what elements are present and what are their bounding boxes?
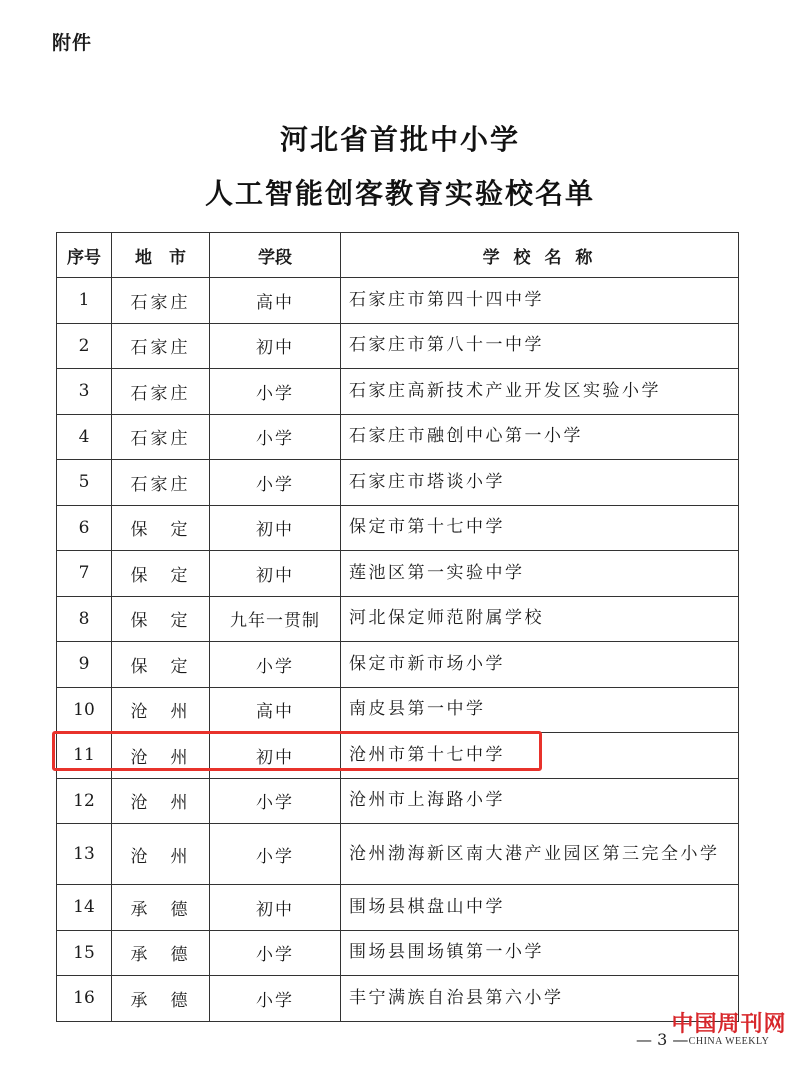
row-stage: 初中 [210, 323, 341, 369]
watermark-logo [665, 1012, 793, 1048]
row-city: 承 德 [112, 885, 210, 931]
table-row [57, 885, 739, 931]
header-no: 序号 [57, 233, 112, 278]
row-school: 河北保定师范附属学校 [341, 596, 739, 642]
row-no: 12 [57, 778, 112, 824]
row-school: 围场县棋盘山中学 [341, 885, 739, 931]
highlight-box [52, 731, 542, 771]
row-no: 7 [57, 551, 112, 597]
header-city: 地 市 [112, 233, 210, 278]
page-number: — 3 — [636, 1030, 689, 1049]
table-row [57, 642, 739, 688]
row-school: 石家庄市融创中心第一小学 [341, 414, 739, 460]
table-row [57, 460, 739, 506]
row-stage: 小学 [210, 976, 341, 1022]
table-row [57, 687, 739, 733]
school-list-table [56, 232, 739, 1022]
row-no: 3 [57, 369, 112, 415]
table-row [57, 551, 739, 597]
row-no: 2 [57, 323, 112, 369]
row-school: 围场县围场镇第一小学 [341, 930, 739, 976]
row-stage: 高中 [210, 687, 341, 733]
table-row [57, 278, 739, 324]
row-stage: 初中 [210, 551, 341, 597]
row-stage: 小学 [210, 369, 341, 415]
row-school: 石家庄市第四十四中学 [341, 278, 739, 324]
row-city: 保 定 [112, 551, 210, 597]
row-school: 沧州市上海路小学 [341, 778, 739, 824]
row-no: 1 [57, 278, 112, 324]
row-stage: 小学 [210, 460, 341, 506]
row-city: 石家庄 [112, 414, 210, 460]
row-no: 9 [57, 642, 112, 688]
row-stage: 小学 [210, 414, 341, 460]
table-row [57, 824, 739, 885]
row-city: 承 德 [112, 976, 210, 1022]
table-row [57, 596, 739, 642]
row-city: 石家庄 [112, 323, 210, 369]
row-stage: 小学 [210, 642, 341, 688]
row-city: 承 德 [112, 930, 210, 976]
document-title-line1: 河北省首批中小学 [279, 123, 520, 156]
row-city: 保 定 [112, 596, 210, 642]
row-school: 南皮县第一中学 [341, 687, 739, 733]
row-school: 石家庄市第八十一中学 [341, 323, 739, 369]
row-school: 莲池区第一实验中学 [341, 551, 739, 597]
row-school: 保定市新市场小学 [341, 642, 739, 688]
row-no: 5 [57, 460, 112, 506]
row-city: 石家庄 [112, 460, 210, 506]
row-school: 保定市第十七中学 [341, 505, 739, 551]
attachment-label: 附件 [52, 32, 93, 54]
header-stage: 学段 [210, 233, 341, 278]
table-header-row [57, 233, 739, 278]
document-title-line2: 人工智能创客教育实验校名单 [204, 177, 595, 210]
row-city: 沧 州 [112, 778, 210, 824]
row-city: 保 定 [112, 505, 210, 551]
table-row [57, 414, 739, 460]
row-stage: 小学 [210, 824, 341, 885]
table-row [57, 505, 739, 551]
row-school: 石家庄高新技术产业开发区实验小学 [341, 369, 739, 415]
table-row [57, 369, 739, 415]
row-no: 15 [57, 930, 112, 976]
row-no: 6 [57, 505, 112, 551]
row-stage: 初中 [210, 885, 341, 931]
row-stage: 九年一贯制 [210, 596, 341, 642]
table-row [57, 323, 739, 369]
table-row [57, 976, 739, 1022]
row-school: 石家庄市塔谈小学 [341, 460, 739, 506]
row-stage: 小学 [210, 930, 341, 976]
watermark-english: CHINA WEEKLY [688, 1036, 770, 1047]
row-city: 沧 州 [112, 824, 210, 885]
row-city: 沧 州 [112, 733, 210, 779]
row-no: 11 [57, 733, 112, 779]
row-school: 沧州市第十七中学 [341, 733, 739, 779]
row-no: 13 [57, 824, 112, 885]
row-stage: 初中 [210, 733, 341, 779]
row-no: 4 [57, 414, 112, 460]
row-city: 沧 州 [112, 687, 210, 733]
row-no: 16 [57, 976, 112, 1022]
row-no: 14 [57, 885, 112, 931]
header-school: 学 校 名 称 [341, 233, 739, 278]
row-school: 沧州渤海新区南大港产业园区第三完全小学 [341, 824, 739, 885]
row-school: 丰宁满族自治县第六小学 [341, 976, 739, 1022]
row-city: 石家庄 [112, 369, 210, 415]
row-city: 保 定 [112, 642, 210, 688]
row-stage: 高中 [210, 278, 341, 324]
table-row [57, 930, 739, 976]
row-stage: 小学 [210, 778, 341, 824]
row-stage: 初中 [210, 505, 341, 551]
row-no: 10 [57, 687, 112, 733]
table-row [57, 778, 739, 824]
row-no: 8 [57, 596, 112, 642]
watermark-chinese: 中国周刊网 [671, 1011, 787, 1037]
row-city: 石家庄 [112, 278, 210, 324]
